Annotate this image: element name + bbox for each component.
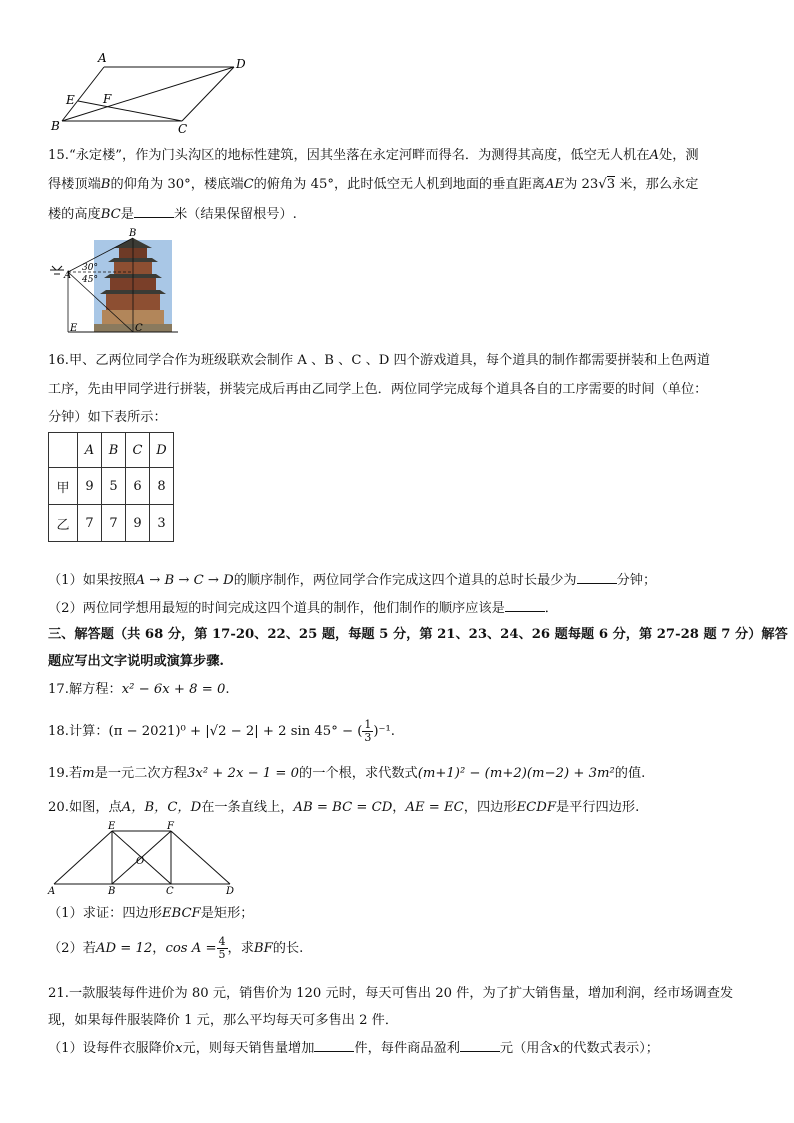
label-E: E <box>66 93 75 107</box>
q18-period: . <box>390 724 395 739</box>
q15-text-2f: 米，那么永定 <box>615 177 699 192</box>
q20-points: A，B，C，D <box>121 800 202 815</box>
q20-sub2-comma: ， <box>152 941 166 956</box>
q18-exponent: )⁻¹ <box>373 724 391 739</box>
figure-20 <box>44 822 244 898</box>
table-header-cell: A <box>78 433 102 468</box>
q16-line1: 16.甲、乙两位同学合作为班级联欢会制作 A 、B 、C 、D 四个游戏道具，每个道具的制作都需要拼装和上色两道 <box>48 353 711 368</box>
q21-blank-1[interactable] <box>314 1039 354 1052</box>
q19-text-b: 是一元二次方程 <box>94 766 187 781</box>
q15-text-1: 15.“永定楼”，作为门头沟区的地标性建筑，因其坐落在永定河畔而得名．为测得其高度，低空无人机在 <box>48 148 650 163</box>
table-header-cell: D <box>150 433 174 468</box>
tower-label-B: B <box>129 228 137 239</box>
q15-answer-blank[interactable] <box>134 205 174 218</box>
q20-sub2-text-e: ，求 <box>227 941 254 956</box>
label-B: B <box>51 119 60 133</box>
q16-sub1-text-a: （1）如果按照 <box>48 573 136 588</box>
q17-label: 17.解方程： <box>48 682 122 697</box>
q20-sub1-text-c: 是矩形； <box>200 906 254 921</box>
q20-text-d: ，四边形 <box>463 800 517 815</box>
fig20-label-C: C <box>166 886 174 897</box>
q15-text-2c: 的俯角为 45°，此时低空无人机到地面的垂直距离 <box>253 177 545 192</box>
sqrt-symbol: √ <box>598 177 607 192</box>
fig20-label-A: A <box>48 886 56 897</box>
q15-text-2d: 为 23 <box>564 177 599 192</box>
q18-expression: (π − 2021)⁰ + |√2 − 2| + 2 sin 45° − ( <box>108 724 363 739</box>
segment-AE-label: AE <box>544 177 565 192</box>
table-cell: 5 <box>102 468 126 505</box>
tower-label-A: A <box>64 270 72 281</box>
q15-text-1-tail: 处，测 <box>659 148 699 163</box>
table-cell: 6 <box>126 468 150 505</box>
q20-eq1: AB = BC = CD <box>293 800 393 815</box>
table-cell: 8 <box>150 468 174 505</box>
label-F: F <box>103 92 112 106</box>
q20-sub2 <box>48 934 303 964</box>
q15-line3 <box>48 205 297 224</box>
q20-sub2-text-a: （2）若 <box>48 941 96 956</box>
q21-var-x: x <box>175 1041 183 1056</box>
q21-line1: 21.一款服装每件进价为 80 元，销售价为 120 元时，每天可售出 20 件，为了扩大销售量，增加利润，经市场调查发 <box>48 986 734 1001</box>
q19-text-c: 的一个根，求代数式 <box>299 766 418 781</box>
q20-sub1-quad: EBCF <box>161 906 201 921</box>
table-header-cell <box>49 433 78 468</box>
q20-sub2-fraction <box>217 936 228 961</box>
q19-var-m: m <box>82 766 95 781</box>
q20-sub2-ad: AD = 12 <box>95 941 153 956</box>
table-cell: 乙 <box>49 505 78 542</box>
tower-label-E: E <box>70 323 78 334</box>
q16-sub1-text-d: 分钟； <box>616 573 657 588</box>
q20-sub2-cos: cos A = <box>165 941 217 956</box>
q15-line2 <box>48 176 698 194</box>
table-cell: 3 <box>150 505 174 542</box>
time-table <box>48 432 174 542</box>
q16-sub1-text-c: 的顺序制作，两位同学合作完成这四个道具的总时长最少为 <box>233 573 577 588</box>
fig20-label-O: O <box>136 856 145 867</box>
q20-sub1-text-a: （1）求证：四边形 <box>48 906 162 921</box>
q19-text-d: 的值. <box>614 766 646 781</box>
q20-sub2-text-g: 的长. <box>272 941 304 956</box>
table-header-cell: B <box>102 433 126 468</box>
q18-numerator: 1 <box>364 718 372 731</box>
table-header-row <box>49 433 174 468</box>
fig20-label-E: E <box>108 821 116 832</box>
q20-sub2-numerator: 4 <box>218 935 226 948</box>
q15-text-3a: 楼的高度 <box>48 207 101 222</box>
q16-sub1-blank[interactable] <box>577 571 617 584</box>
q20-quad: ECDF <box>516 800 556 815</box>
q16-sub2-text-a: （2）两位同学想用最短的时间完成这四个道具的制作，他们制作的顺序应该是 <box>48 601 505 616</box>
q20-sub2-bf: BF <box>253 941 273 956</box>
q15-line1 <box>48 147 699 165</box>
table-cell: 9 <box>126 505 150 542</box>
q17-period: . <box>225 682 230 697</box>
q15-text-2a: 得楼顶端 <box>48 177 101 192</box>
tower-label-30: 30° <box>82 263 98 273</box>
q17 <box>48 681 230 699</box>
q19 <box>48 765 645 783</box>
q20-eq2: AE = EC <box>405 800 464 815</box>
label-D: D <box>236 57 246 71</box>
label-A: A <box>98 51 107 65</box>
label-C: C <box>178 122 188 136</box>
q20-text-e: 是平行四边形. <box>555 800 640 815</box>
tower-figure <box>46 228 186 340</box>
q19-expression: (m+1)² − (m+2)(m−2) + 3m² <box>417 766 615 781</box>
segment-BC-label: BC <box>100 207 121 222</box>
table-cell: 9 <box>78 468 102 505</box>
q18-label: 18.计算： <box>48 724 109 739</box>
q18-denominator: 3 <box>364 731 372 744</box>
fig20-label-B: B <box>108 886 116 897</box>
q15-text-3c: 米（结果保留根号）. <box>173 207 297 222</box>
drone-icon <box>50 266 64 274</box>
q20 <box>48 799 639 817</box>
q20-text-a: 20.如图，点 <box>48 800 122 815</box>
q21-sub1-text-b: 元，则每天销售量增加 <box>182 1041 315 1056</box>
point-A: A <box>649 148 660 163</box>
q20-sub2-denominator: 5 <box>218 948 226 961</box>
q16-sub1-order: A → B → C → D <box>135 573 234 588</box>
table-row <box>49 468 174 505</box>
point-B: B <box>100 177 111 192</box>
q19-text-a: 19.若 <box>48 766 83 781</box>
q17-equation: x² − 6x + 8 = 0 <box>121 682 226 697</box>
tower-label-45: 45° <box>82 275 98 285</box>
tower-label-C: C <box>135 323 143 334</box>
q18-fraction <box>362 719 373 744</box>
q15-text-3b: 是 <box>120 207 134 222</box>
q16-sub2-blank[interactable] <box>505 599 545 612</box>
q21-line2: 现，如果每件服装降价 1 元，那么平均每天可多售出 2 件． <box>48 1013 399 1028</box>
section3-heading-2: 题应写出文字说明或演算步骤. <box>48 654 225 669</box>
q21-var-x-2: x <box>552 1041 561 1056</box>
q20-text-b: 在一条直线上， <box>201 800 294 815</box>
table-row <box>49 505 174 542</box>
table-cell: 7 <box>78 505 102 542</box>
q21-blank-2[interactable] <box>460 1039 500 1052</box>
q21-sub1-text-a: （1）设每件衣服降价 <box>48 1041 176 1056</box>
q21-sub1 <box>48 1039 659 1058</box>
fig20-label-F: F <box>167 821 174 832</box>
point-C: C <box>243 177 254 192</box>
segment-FD <box>171 831 230 884</box>
table-header-cell: C <box>126 433 150 468</box>
q16-sub2-text-b: ． <box>544 601 558 616</box>
table-cell: 7 <box>102 505 126 542</box>
q21-sub1-text-c: 件，每件商品盈利 <box>354 1041 460 1056</box>
fig20-label-D: D <box>226 886 235 897</box>
q19-equation: 3x² + 2x − 1 = 0 <box>187 766 300 781</box>
q16-sub2 <box>48 599 558 618</box>
segment-AE <box>54 831 112 884</box>
q16-sub1 <box>48 571 656 590</box>
q18 <box>48 718 395 746</box>
sqrt-radicand: 3 <box>606 177 616 192</box>
table-cell: 甲 <box>49 468 78 505</box>
q16-line2: 工序，先由甲同学进行拼装，拼装完成后再由乙同学上色．两位同学完成每个道具各自的工序需要的时间（单位： <box>48 382 708 397</box>
q15-text-2b: 的仰角为 30°，楼底端 <box>110 177 244 192</box>
q16-line3: 分钟）如下表所示： <box>48 410 167 425</box>
q20-sub1 <box>48 905 253 923</box>
q21-sub1-text-e: 的代数式表示）； <box>560 1041 659 1056</box>
section3-heading-1: 三、解答题（共 68 分，第 17-20、22、25 题，每题 5 分，第 21、23、24、26 题每题 6 分，第 27-28 题 7 分）解答 <box>48 627 788 642</box>
parallelogram-figure <box>40 50 260 140</box>
q21-sub1-text-d: 元（用含 <box>499 1041 553 1056</box>
q20-text-c: ， <box>392 800 406 815</box>
